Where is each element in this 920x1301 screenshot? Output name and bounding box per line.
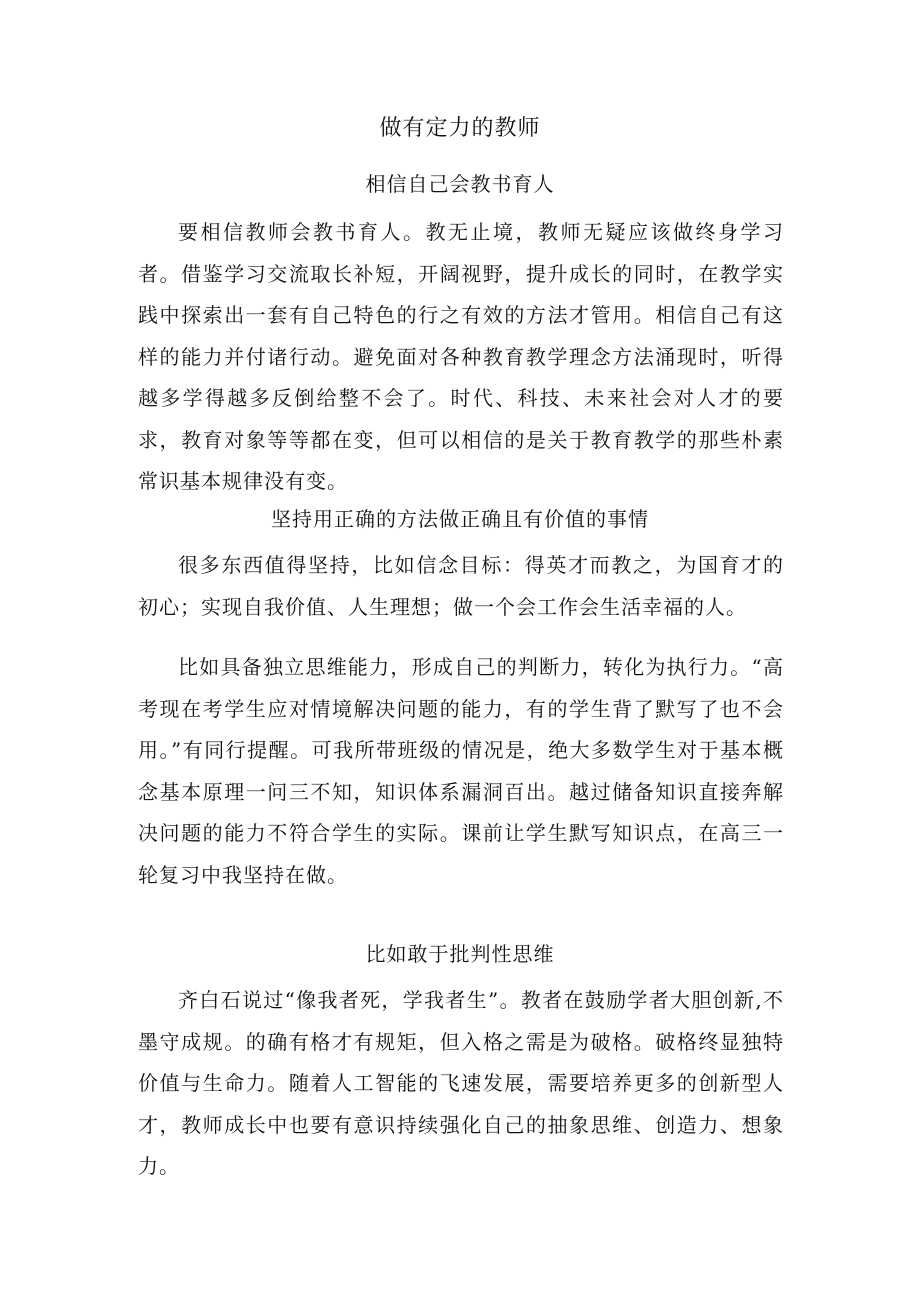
section-1-paragraph-1: 要相信教师会教书育人。教无止境，教师无疑应该做终身学习者。借鉴学习交流取长补短，开阔视野，提升成长的同时，在教学实践中探索出一套有自己特色的行之有效的方法才管用。相信自己有这样的能力并付诸行动。避免面对各种教育教学理念方法涌现时，听得越多学得越多反倒给整不会了。时代、科技、未来社会对人才的要求，教育对象等等都在变，但可以相信的是关于教育教学的那些朴素常识基本规律没有变。: [138, 220, 784, 493]
section-heading-1: 相信自己会教书育人: [365, 172, 555, 196]
section-2-paragraph-1: 很多东西值得坚持，比如信念目标：得英才而教之，为国育才的初心；实现自我价值、人生理想；做一个会工作会生活幸福的人。: [138, 553, 784, 619]
section-heading-2: 坚持用正确的方法做正确且有价值的事情: [271, 507, 649, 531]
section-heading-3: 比如敢于批判性思维: [365, 942, 555, 966]
section-3-paragraph-1: 齐白石说过“像我者死，学我者生”。教者在鼓励学者大胆创新,不墨守成规。的确有格才有规矩，但入格之需是为破格。破格终显独特价值与生命力。随着人工智能的飞速发展，需要培养更多的创新型人才，教师成长中也要有意识持续强化自己的抽象思维、创造力、想象力。: [138, 988, 784, 1178]
section-2-paragraph-2: 比如具备独立思维能力，形成自己的判断力，转化为执行力。“高考现在考学生应对情境解决问题的能力，有的学生背了默写了也不会用。”有同行提醒。可我所带班级的情况是，绝大多数学生对于基本概念基本原理一问三不知，知识体系漏洞百出。越过储备知识直接奔解决问题的能力不符合学生的实际。课前让学生默写知识点，在高三一轮复习中我坚持在做。: [138, 655, 784, 887]
document-title: 做有定力的教师: [379, 116, 541, 141]
